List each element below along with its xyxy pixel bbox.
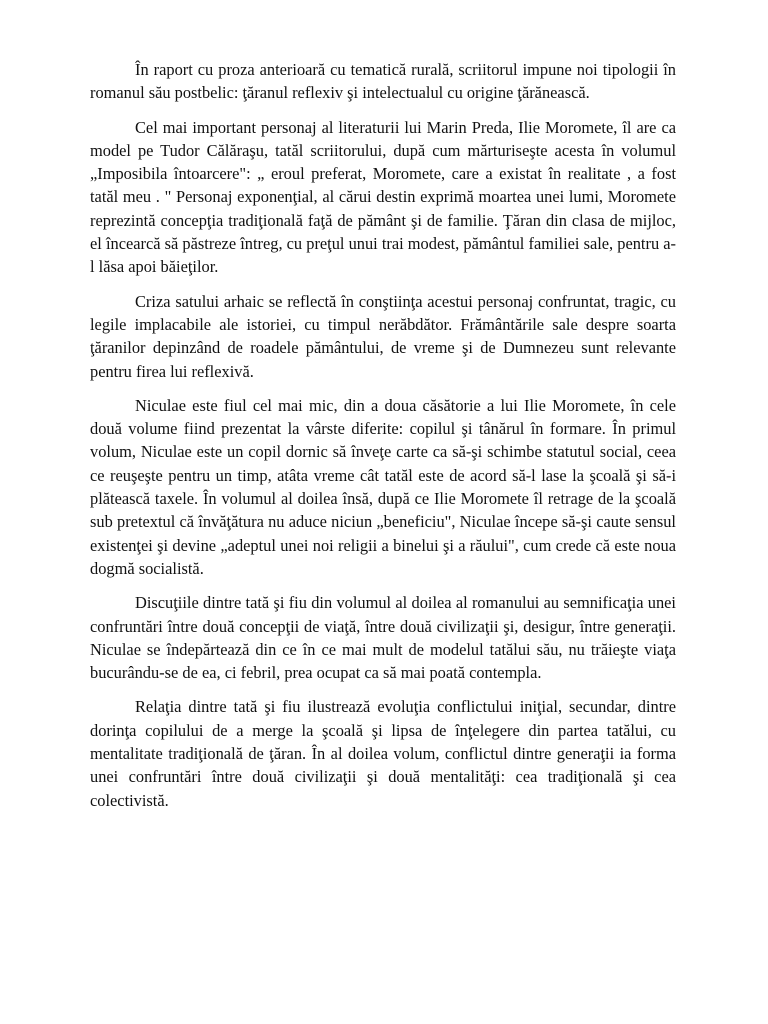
paragraph-2: Cel mai important personaj al literaturii lui Marin Preda, Ilie Moromete, îl are ca model pe Tudor Călăraşu, tatăl scriitorului, după cum mărturiseşte acesta în volumul „Imposibila întoarcere": „ eroul preferat, Moromete, care a existat în realitate , a fost tatăl meu . " Personaj exponenţial, al cărui destin exprimă moartea unei lumi, Moromete reprezintă concepţia tradiţională faţă de pământ şi de familie. Ţăran din clasa de mijloc, el încearcă să păstreze întreg, cu preţul unui trai modest, pământul familiei sale, pentru a-l lăsa apoi băieţilor. [90,117,676,277]
paragraph-1: În raport cu proza anterioară cu tematică rurală, scriitorul impune noi tipologii în romanul său postbelic: ţăranul reflexiv şi intelectualul cu origine ţărănească. [90,60,676,103]
paragraph-6: Relaţia dintre tată şi fiu ilustrează evoluţia conflictului iniţial, secundar, dintre dorinţa copilului de a merge la şcoală şi lipsa de înţelegere din partea tatălui, cu mentalitate tradiţională de ţăran. În al doilea volum, conflictul dintre generaţii ia forma unei confruntări între două civilizaţii şi două mentalităţi: cea tradiţională şi cea colectivistă. [90,697,676,810]
paragraph-4: Niculae este fiul cel mai mic, din a doua căsătorie a lui Ilie Moromete, în cele două volume fiind prezentat la vârste diferite: copilul şi tânărul în formare. În primul volum, Niculae este un copil dornic să înveţe carte ca să-şi schimbe statutul social, ceea ce reuşeşte pentru un timp, atâta vreme cât tatăl este de acord să-l lase la şcoală şi să-i plătească taxele. În volumul al doilea însă, după ce Ilie Moromete îl retrage de la şcoală sub pretextul că învăţătura nu aduce niciun „beneficiu", Niculae începe să-şi caute sensul existenţei şi devine „adeptul unei noi religii a binelui şi a răului", cum crede că este noua dogmă socialistă. [90,395,676,578]
document-page [90,58,676,823]
paragraph-3: Criza satului arhaic se reflectă în conştiinţa acestui personaj confruntat, tragic, cu legile implacabile ale istoriei, cu timpul nerăbdător. Frământările sale despre soarta ţăranilor depinzând de roadele pământului, de vreme şi de Dumnezeu sunt relevante pentru firea lui reflexivă. [90,291,676,381]
paragraph-5: Discuţiile dintre tată şi fiu din volumul al doilea al romanului au semnificaţia unei confruntări între două concepţii de viaţă, între două civilizaţii şi, desigur, între generaţii. Niculae se îndepărtează din ce în ce mai mult de modelul tatălui său, nu trăieşte viaţa bucurându-se de ea, ci febril, prea ocupat ca să mai poată contempla. [90,593,676,683]
